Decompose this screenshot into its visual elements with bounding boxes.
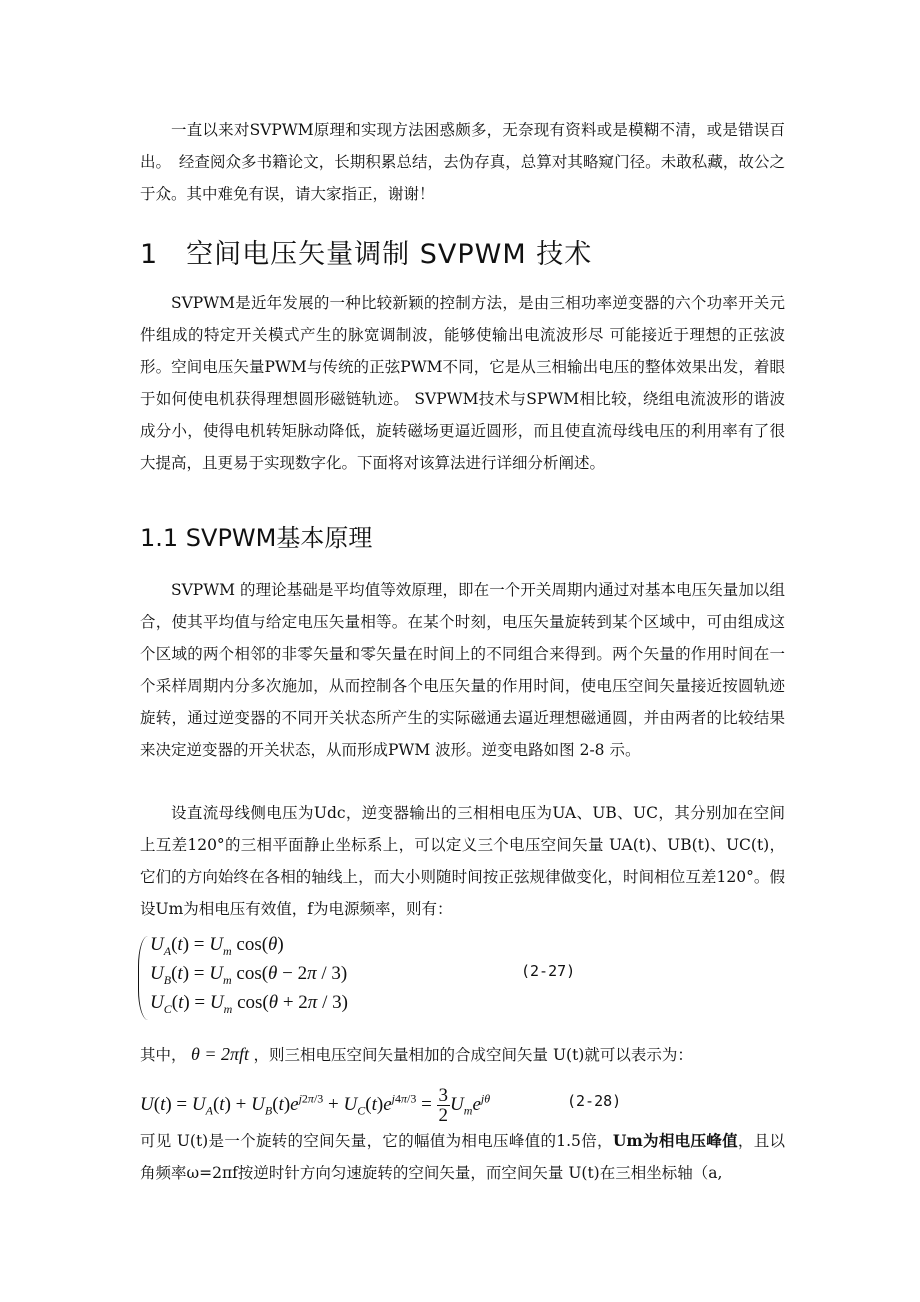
- equation-uc: $U_C(t) = U_m$ cos(θ + 2π / 3): [150, 992, 348, 1016]
- section-1-1-heading: 1.1 SVPWM基本原理: [140, 524, 373, 552]
- equation-ua: $U_A(t) = U_m$ cos(θ): [150, 934, 284, 958]
- equation-2-28: $U(t) = U_A(t) + U_B(t)e^{j2\pi/3} + U_C(t)e^{j4\pi/3}$ = $\frac{3}{2}$ $U_me^{j\theta}$: [140, 1085, 491, 1126]
- equation-2-27-number: (2-27): [521, 962, 576, 980]
- principle-paragraph: SVPWM 的理论基础是平均值等效原理，即在一个开关周期内通过对基本电压矢量加以组合，使其平均值与给定电压矢量相等。在某个时刻，电压矢量旋转到某个区域中，可由组成这个区域的两个相邻的非零矢量和零矢量在时间上的不同组合来得到。两个矢量的作用时间在一个采样周期内分多次施加，从而控制各个电压矢量的作用时间，使电压空间矢量接近按圆轨迹旋转，通过逆变器的不同开关状态所产生的实际磁通去逼近理想磁通圆，并由两者的比较结果来决定逆变器的开关状态，从而形成PWM 波形。逆变电路如图 2-8 示。: [140, 581, 785, 759]
- section-1-paragraph: SVPWM是近年发展的一种比较新颖的控制方法，是由三相功率逆变器的六个功率开关元件组成的特定开关模式产生的脉宽调制波，能够使输出电流波形尽 可能接近于理想的正弦波形。空间电压矢量PWM与传统的正弦PWM不同，它是从三相输出电压的整体效果出发，着眼于如何使电机获得理想圆形磁链轨迹。 SVPWM技术与SPWM相比较，绕组电流波形的谐波成分小，使得电机转矩脉动降低，旋转磁场更逼近圆形，而且使直流母线电压的利用率有了很大提高，且更易于实现数字化。下面将对该算法进行详细分析阐述。: [140, 294, 785, 472]
- where-suffix: ，则三相电压空间矢量相加的合成空间矢量 U(t)就可以表示为：: [253, 1046, 693, 1064]
- where-prefix: 其中，: [140, 1046, 187, 1064]
- rotation-text-end: ，且以角频率ω=2πf按逆时针方向匀速旋转的空间矢量，而空间矢量 U(t)在三相坐标轴（a,: [140, 1132, 786, 1182]
- rotation-text-bold: Um为相电压峰值: [612, 1131, 738, 1150]
- equation-brace: [138, 936, 148, 1020]
- where-line: [140, 1038, 785, 1071]
- rotation-text-start: 可见 U(t)是一个旋转的空间矢量，它的幅值为相电压峰值的1.5倍，: [140, 1132, 613, 1150]
- voltage-definition-paragraph: 设直流母线侧电压为Udc，逆变器输出的三相相电压为UA、UB、UC，其分别加在空间上互差120°的三相平面静止坐标系上，可以定义三个电压空间矢量 UA(t)、UB(t)、UC(t)，它们的方向始终在各相的轴线上，而大小则随时间按正弦规律做变化，时间相位互差120°。假设Um为相电压有效值，f为电源频率，则有：: [140, 804, 785, 918]
- rotation-paragraph: [140, 1125, 785, 1189]
- equation-2-28-number: (2-28): [567, 1092, 622, 1110]
- theta-definition: θ = 2πft: [186, 1044, 254, 1064]
- equation-ub: $U_B(t) = U_m$ cos(θ − 2π / 3): [150, 963, 348, 987]
- section-1-heading: 1 空间电压矢量调制 SVPWM 技术: [140, 239, 593, 270]
- intro-paragraph: 一直以来对SVPWM原理和实现方法困惑颇多，无奈现有资料或是模糊不清，或是错误百出。 经查阅众多书籍论文，长期积累总结，去伪存真，总算对其略窥门径。未敢私藏，故公之于众。其中难免有误，请大家指正，谢谢！: [140, 121, 785, 203]
